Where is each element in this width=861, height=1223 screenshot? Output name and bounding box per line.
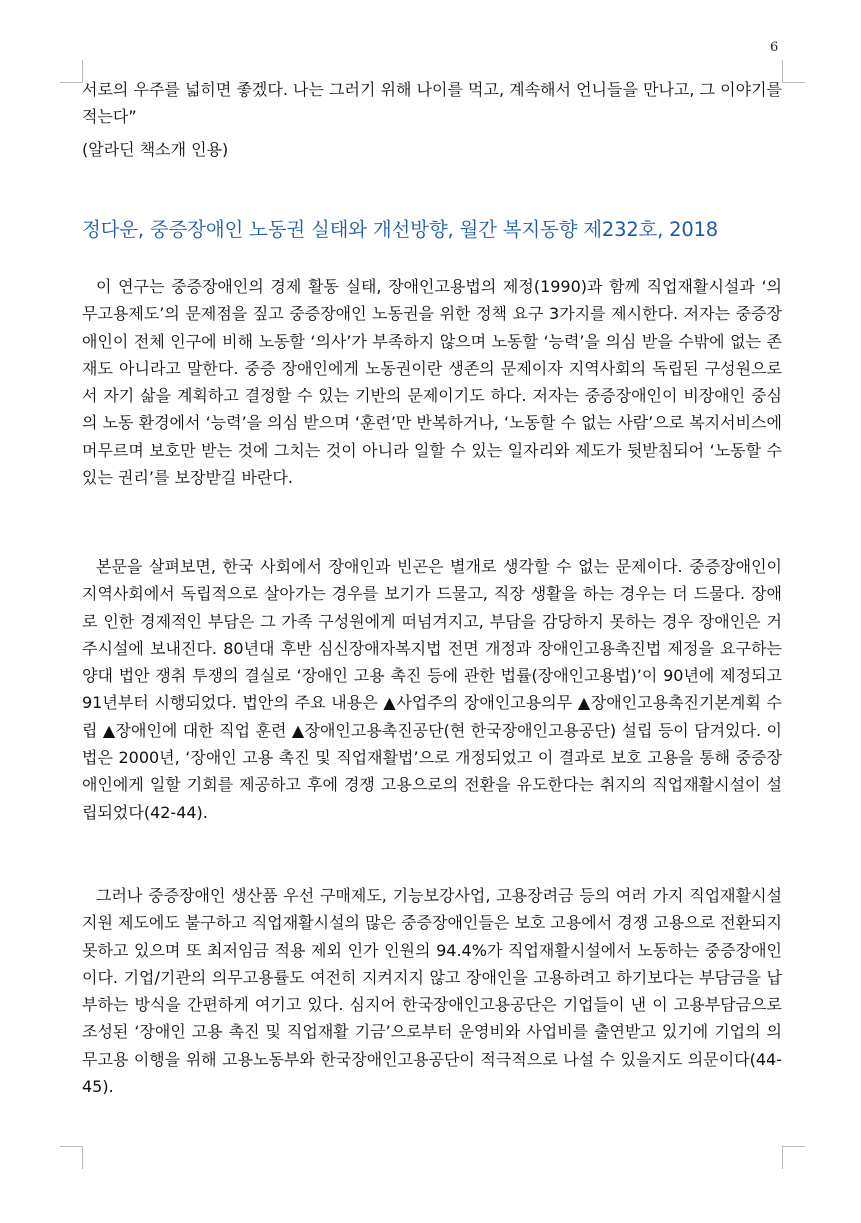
paragraph-3: 그러나 중증장애인 생산품 우선 구매제도, 기능보강사업, 고용장려금 등의 여러 가지 직업재활시설지원 제도에도 불구하고 직업재활시설의 많은 중증장애인들은 보호 고용에서 경쟁 고용으로 전환되지 못하고 있으며 또 최저임금 적용 제외 인가 인원의 94.4%가 직업재활시설에서 노동하는 중증장애인이다. 기업/기관의 의무고용률도 여전히 지켜지지 않고 장애인을 고용하려고 하기보다는 부담금을 납부하는 방식을 간편하게 여기고 있다. 심지어 한국장애인고용공단은 기업들이 낸 이 고용부담금으로 조성된 ‘장애인 고용 촉진 및 직업재활 기금’으로부터 운영비와 사업비를 출연받고 있기에 기업의 의무고용 이행을 위해 고용노동부와 한국장애인고용공단이 적극적으로 나설 수 있을지도 의문이다(44-45). <box>82 886 783 1097</box>
quote-continuation: 서로의 우주를 넓히면 좋겠다. 나는 그러기 위해 나이를 먹고, 계속해서 언니들을 만나고, 그 이야기를 적는다” <box>82 80 782 127</box>
section-heading: 정다운, 중증장애인 노동권 실태와 개선방향, 월간 복지동향 제232호, 2018 <box>82 218 718 241</box>
crop-mark-top-right <box>782 60 805 83</box>
crop-mark-bottom-left <box>60 1146 83 1169</box>
crop-mark-top-left <box>60 60 83 83</box>
source-note: (알라딘 책소개 인용) <box>82 140 229 159</box>
page-number: 6 <box>770 40 779 55</box>
paragraph-1: 이 연구는 중증장애인의 경제 활동 실태, 장애인고용법의 제정(1990)과 함께 직업재활시설과 ‘의무고용제도’의 문제점을 짚고 중증장애인 노동권을 위한 정책 요구 3가지를 제시한다. 저자는 중증장애인이 전체 인구에 비해 노동할 ‘의사’가 부족하지 않으며 노동할 ‘능력’을 의심 받을 수밖에 없는 존재도 아니라고 말한다. 중증 장애인에게 노동권이란 생존의 문제이자 지역사회의 독립된 구성원으로서 자기 삶을 계획하고 결정할 수 있는 기반의 문제이기도 하다. 저자는 중증장애인이 비장애인 중심의 노동 환경에서 ‘능력’을 의심 받으며 ‘훈련’만 반복하거나, ‘노동할 수 없는 사람’으로 복지서비스에 머무르며 보호만 받는 것에 그치는 것이 아니라 일할 수 있는 일자리와 제도가 뒷받침되어 ‘노동할 수 있는 권리’를 보장받길 바란다. <box>82 277 782 488</box>
paragraph-2: 본문을 살펴보면, 한국 사회에서 장애인과 빈곤은 별개로 생각할 수 없는 문제이다. 중증장애인이 지역사회에서 독립적으로 살아가는 경우를 보기가 드물고, 직장 생활을 하는 경우는 더 드물다. 장애로 인한 경제적인 부담은 그 가족 구성원에게 떠넘겨지고, 부담을 감당하지 못하는 경우 장애인은 거주시설에 보내진다. 80년대 후반 심신장애자복지법 전면 개정과 장애인고용촉진법 제정을 요구하는 양대 법안 쟁취 투쟁의 결실로 ‘장애인 고용 촉진 등에 관한 법률(장애인고용법)’이 90년에 제정되고 91년부터 시행되었다. 법안의 주요 내용은 ▲사업주의 장애인고용의무 ▲장애인고용촉진기본계획 수립 ▲장애인에 대한 직업 훈련 ▲장애인고용촉진공단(현 한국장애인고용공단) 설립 등이 담겨있다. 이 법은 2000년, ‘장애인 고용 촉진 및 직업재활법’으로 개정되었고 이 결과로 보호 고용을 통해 중증장애인에게 일할 기회를 제공하고 후에 경쟁 고용으로의 전환을 유도한다는 취지의 직업재활시설이 설립되었다(42-44). <box>82 557 782 822</box>
crop-mark-bottom-right <box>782 1146 805 1169</box>
